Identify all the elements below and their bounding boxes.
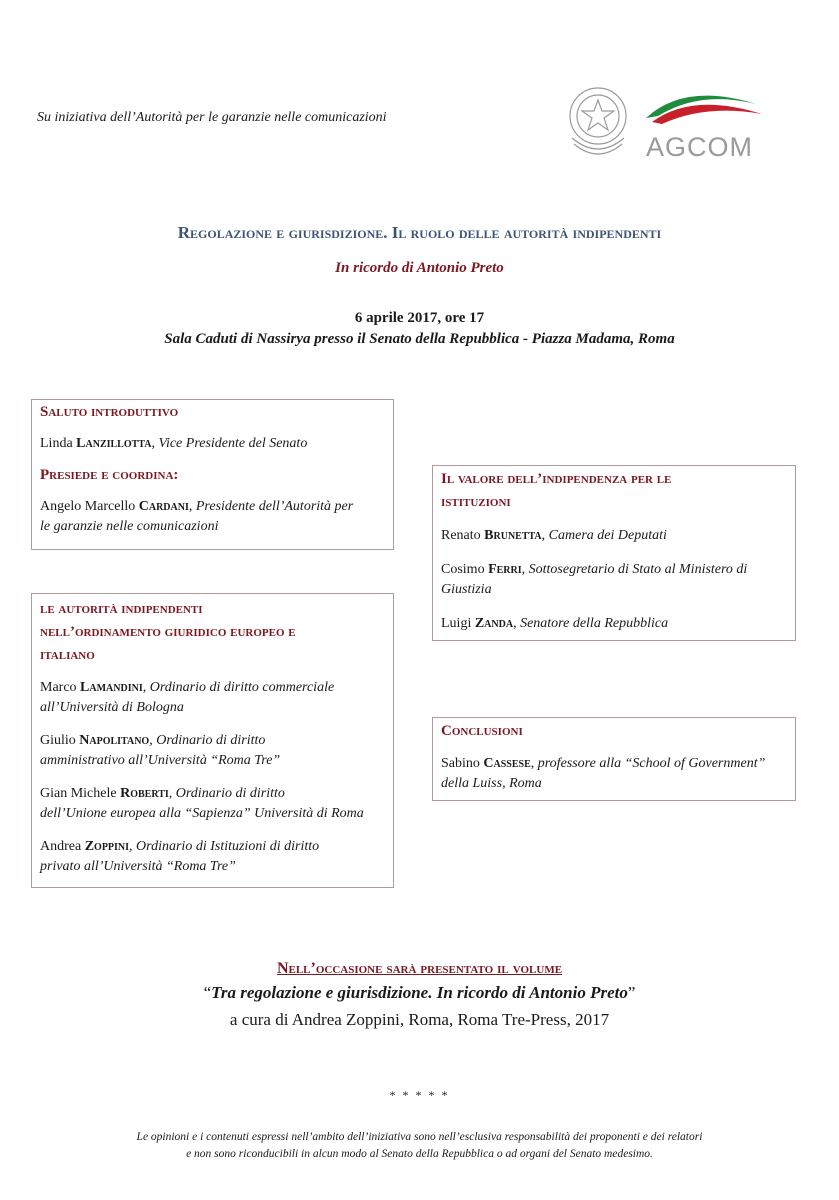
speaker-entry: Angelo Marcello Cardani, Presidente dell’Autorità per le garanzie nelle comunicazioni: [40, 499, 354, 534]
disclaimer: Le opinioni e i contenuti espressi nell’ambito dell’iniziativa sono nell’esclusiva responsabilità dei proponenti e dei relatori e non sono riconducibili in alcun modo al Senato della Repubblica o ad organi del Senato medesimo.: [136, 1131, 703, 1160]
book-title: “Tra regolazione e giurisdizione. In ricordo di Antonio Preto”: [203, 983, 636, 1002]
event-subtitle: In ricordo di Antonio Preto: [335, 260, 504, 276]
emblem-icon: [570, 88, 626, 154]
section-title: Saluto introduttivo: [40, 404, 179, 420]
speaker-entry: Linda Lanzillotta, Vice Presidente del Senato: [40, 436, 308, 451]
panel-one-box: [31, 593, 394, 888]
section-title: Il valore dell’indipendenza per le istituzioni: [441, 471, 672, 510]
initiative-text: Su iniziativa dell’Autorità per le garanzie nelle comunicazioni: [37, 110, 387, 125]
event-venue: Sala Caduti di Nassirya presso il Senato della Repubblica - Piazza Madama, Roma: [164, 331, 675, 347]
speaker-entry: Renato Brunetta, Camera dei Deputati: [441, 528, 667, 543]
opening-box: [31, 399, 394, 550]
book-announcement: Nell’occasione sarà presentato il volume: [276, 960, 563, 977]
speaker-entry: Sabino Cassese, professore alla “School of Government” della Luiss, Roma: [441, 756, 766, 791]
event-date: 6 aprile 2017, ore 17: [354, 310, 485, 326]
speaker-entry: Gian Michele Roberti, Ordinario di diritto dell’Unione europea alla “Sapienza” Università di Roma: [40, 786, 364, 821]
panel-two-box: [432, 465, 796, 641]
agcom-swoosh-icon: [646, 96, 762, 124]
section-title: Conclusioni: [441, 723, 523, 739]
speaker-entry: Luigi Zanda, Senatore della Repubblica: [441, 616, 669, 631]
speaker-entry: Andrea Zoppini, Ordinario di Istituzioni di diritto privato all’Università “Roma Tre”: [40, 839, 320, 874]
speaker-entry: Cosimo Ferri, Sottosegretario di Stato al Ministero di Giustizia: [441, 562, 748, 597]
event-title: Regolazione e giurisdizione. Il ruolo delle autorità indipendenti: [177, 223, 662, 242]
speaker-entry: Marco Lamandini, Ordinario di diritto commerciale all’Università di Bologna: [40, 680, 335, 715]
conclusions-box: [432, 717, 796, 801]
agcom-logo-text: AGCOM: [646, 132, 754, 162]
book-details: a cura di Andrea Zoppini, Roma, Roma Tre-Press, 2017: [229, 1010, 610, 1029]
separator-stars: * * * * *: [389, 1088, 450, 1102]
speaker-entry: Giulio Napolitano, Ordinario di diritto amministrativo all’Università “Roma Tre”: [40, 733, 281, 768]
section-title: le autorità indipendenti nell’ordinamento giuridico europeo e italiano: [40, 601, 296, 663]
section-title: Presiede e coordina:: [40, 467, 179, 483]
